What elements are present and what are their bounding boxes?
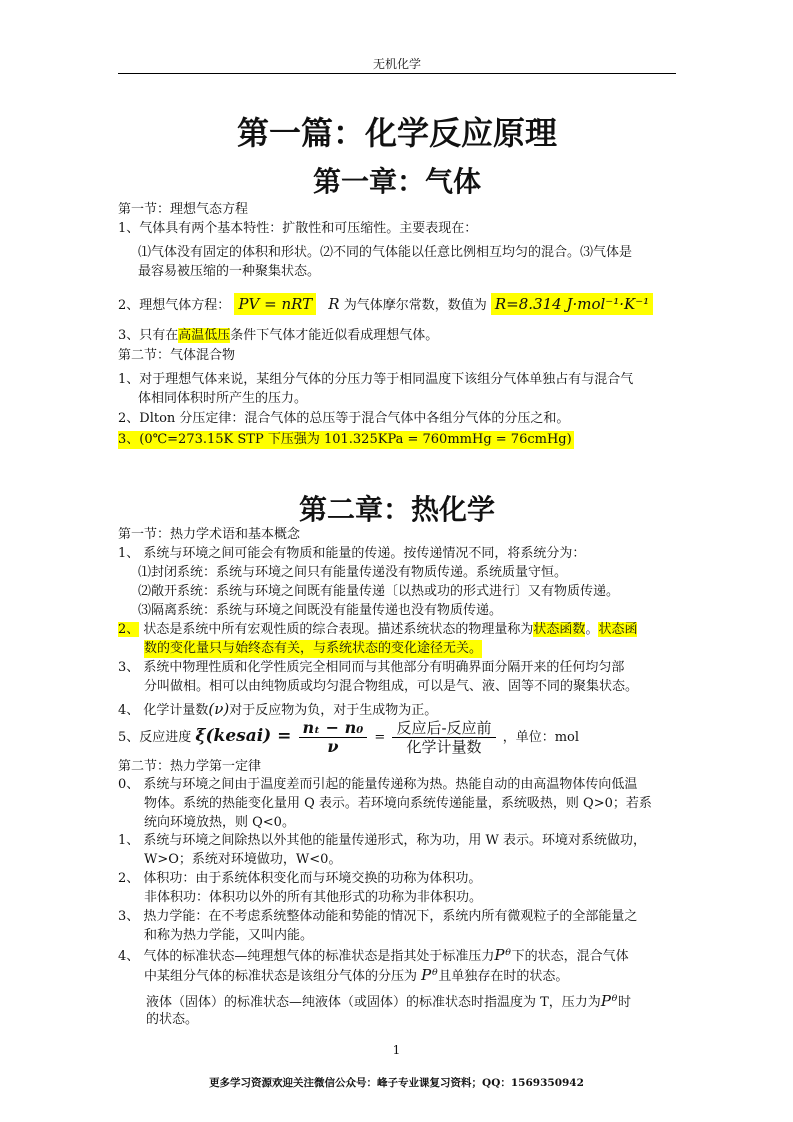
paragraph: 1、 系统与环境之间除热以外其他的能量传递形式，称为功，用 W 表示。环境对系统做功， xyxy=(118,833,647,848)
text: 中某组分气体的标准状态是该组分气体的分压为 xyxy=(144,969,422,984)
paragraph: 非体积功：体积功以外的所有其他形式的功称为非体积功。 xyxy=(144,890,483,905)
paragraph: 最容易被压缩的一种聚集状态。 xyxy=(138,264,321,279)
paragraph: ⑴封闭系统：系统与环境之间只有能量传递没有物质传递。系统质量守恒。 xyxy=(138,565,568,580)
page-number: 1 xyxy=(392,1043,401,1057)
text: 为气体摩尔常数，数值为 xyxy=(343,298,487,313)
fraction xyxy=(299,719,368,756)
section-heading: 第一节：理想气态方程 xyxy=(118,202,249,217)
text: 。 xyxy=(585,622,599,637)
math-symbol: (ν) xyxy=(208,700,230,718)
text: 液体（固体）的标准状态—纯液体（或固体）的标准状态时指温度为 T，压力为 xyxy=(146,995,601,1010)
part-title: 第一篇：化学反应原理 xyxy=(236,114,557,152)
paragraph: 体相同体积时所产生的压力。 xyxy=(138,391,308,406)
paragraph: W>O；系统对环境做功，W<0。 xyxy=(144,852,342,867)
stp-highlight: 3、(0℃=273.15K STP 下压强为 101.325KPa = 760mmHg = 76cmHg) xyxy=(118,432,572,447)
paragraph xyxy=(118,946,629,966)
paragraph: 物体。系统的热能变化量用 Q 表示。若环境向系统传递能量，系统吸热，则 Q>0；若系 xyxy=(144,796,652,811)
highlight: 2、 xyxy=(118,622,140,637)
text: 条件下气体才能近似看成理想气体。 xyxy=(230,328,439,343)
chapter2-title: 第二章：热化学 xyxy=(298,493,495,526)
equation-highlight: PV = nRT xyxy=(234,293,316,315)
gas-constant-highlight: R=8.314 J·mol⁻¹·K⁻¹ xyxy=(491,293,653,315)
paragraph xyxy=(118,327,438,345)
text: 4、 化学计量数 xyxy=(118,703,209,718)
math-symbol: Pᶿ xyxy=(600,992,619,1010)
paragraph: 3、 系统中物理性质和化学性质完全相同而与其他部分有明确界面分隔开来的任何均匀部 xyxy=(118,660,625,675)
section-heading: 第一节：热力学术语和基本概念 xyxy=(118,527,301,542)
paragraph xyxy=(118,700,437,720)
text: 4、 气体的标准状态—纯理想气体的标准状态是指其处于标准压力 xyxy=(118,949,495,964)
math-symbol: Pᶿ xyxy=(421,966,439,984)
text: 5、反应进度 xyxy=(118,730,192,745)
text: = xyxy=(374,730,386,745)
paragraph: 2、Dlton 分压定律：混合气体的总压等于混合气体中各组分气体的分压之和。 xyxy=(118,411,570,426)
reaction-progress-formula xyxy=(118,719,579,756)
section-heading: 第二节：气体混合物 xyxy=(118,348,236,363)
chapter1-title: 第一章：气体 xyxy=(312,165,481,198)
text: 下的状态，混合气体 xyxy=(511,949,629,964)
denominator: ν xyxy=(327,737,339,756)
paragraph xyxy=(118,621,637,639)
fraction xyxy=(392,719,495,756)
highlight: 高温低压 xyxy=(178,328,231,343)
paragraph: 0、 系统与环境之间由于温度差而引起的能量传递称为热。热能自动的由高温物体传向低温 xyxy=(118,777,638,792)
text: 2、理想气体方程： xyxy=(118,298,231,313)
paragraph: 和称为热力学能，又叫内能。 xyxy=(144,928,314,943)
numerator: nₜ − n₀ xyxy=(299,719,368,738)
text: 且单独存在时的状态。 xyxy=(438,969,569,984)
paragraph: 1、对于理想气体来说，某组分气体的分压力等于相同温度下该组分气体单独占有与混合气 xyxy=(118,372,634,387)
ideal-gas-equation-line xyxy=(118,295,653,315)
math-symbol: ξ(kesai) = xyxy=(195,726,292,746)
paragraph: 的状态。 xyxy=(146,1012,199,1027)
paragraph: ⑴气体没有固定的体积和形状。⑵不同的气体能以任意比例相互均匀的混合。⑶气体是 xyxy=(138,245,633,260)
text: 3、只有在 xyxy=(118,328,179,343)
highlight: 数的变化量只与始终态有关，与系统状态的变化途径无关。 xyxy=(144,641,483,656)
denominator: 化学计量数 xyxy=(406,738,482,756)
math-symbol: Pᶿ xyxy=(494,946,512,964)
text: ，单位：mol xyxy=(502,730,579,745)
paragraph: ⑵敞开系统：系统与环境之间既有能量传递〔以热或功的形式进行〕又有物质传递。 xyxy=(138,584,620,599)
text: 状态是系统中所有宏观性质的综合表现。描述系统状态的物理量称为 xyxy=(139,622,534,637)
paragraph: 1、 系统与环境之间可能会有物质和能量的传递。按传递情况不同，将系统分为： xyxy=(118,546,586,561)
paragraph xyxy=(146,992,631,1012)
paragraph: ⑶隔离系统：系统与环境之间既没有能量传递也没有物质传递。 xyxy=(138,603,503,618)
highlight: 状态函 xyxy=(598,622,638,637)
page-header: 无机化学 xyxy=(372,57,421,71)
text: 对于反应物为负，对于生成物为正。 xyxy=(229,703,438,718)
highlight: 状态函数 xyxy=(533,622,586,637)
paragraph: 2、 体积功：由于系统体积变化而与环境交换的功称为体积功。 xyxy=(118,871,482,886)
footer-note: 更多学习资源欢迎关注微信公众号：峰子专业课复习资料；QQ：1569350942 xyxy=(209,1077,584,1089)
paragraph: 分叫做相。相可以由纯物质或均匀混合物组成，可以是气、液、固等不同的聚集状态。 xyxy=(144,679,639,694)
header-divider xyxy=(118,73,676,74)
paragraph: 统向环境放热，则 Q<0。 xyxy=(144,815,295,830)
text: 时 xyxy=(618,995,632,1010)
paragraph: 1、气体具有两个基本特性：扩散性和可压缩性。主要表现在： xyxy=(118,221,478,236)
math-symbol: R xyxy=(328,295,340,313)
numerator: 反应后-反应前 xyxy=(392,719,495,738)
paragraph: 3、 热力学能：在不考虑系统整体动能和势能的情况下，系统内所有微观粒子的全部能量之 xyxy=(118,909,638,924)
section-heading: 第二节：热力学第一定律 xyxy=(118,759,262,774)
paragraph xyxy=(144,966,568,986)
